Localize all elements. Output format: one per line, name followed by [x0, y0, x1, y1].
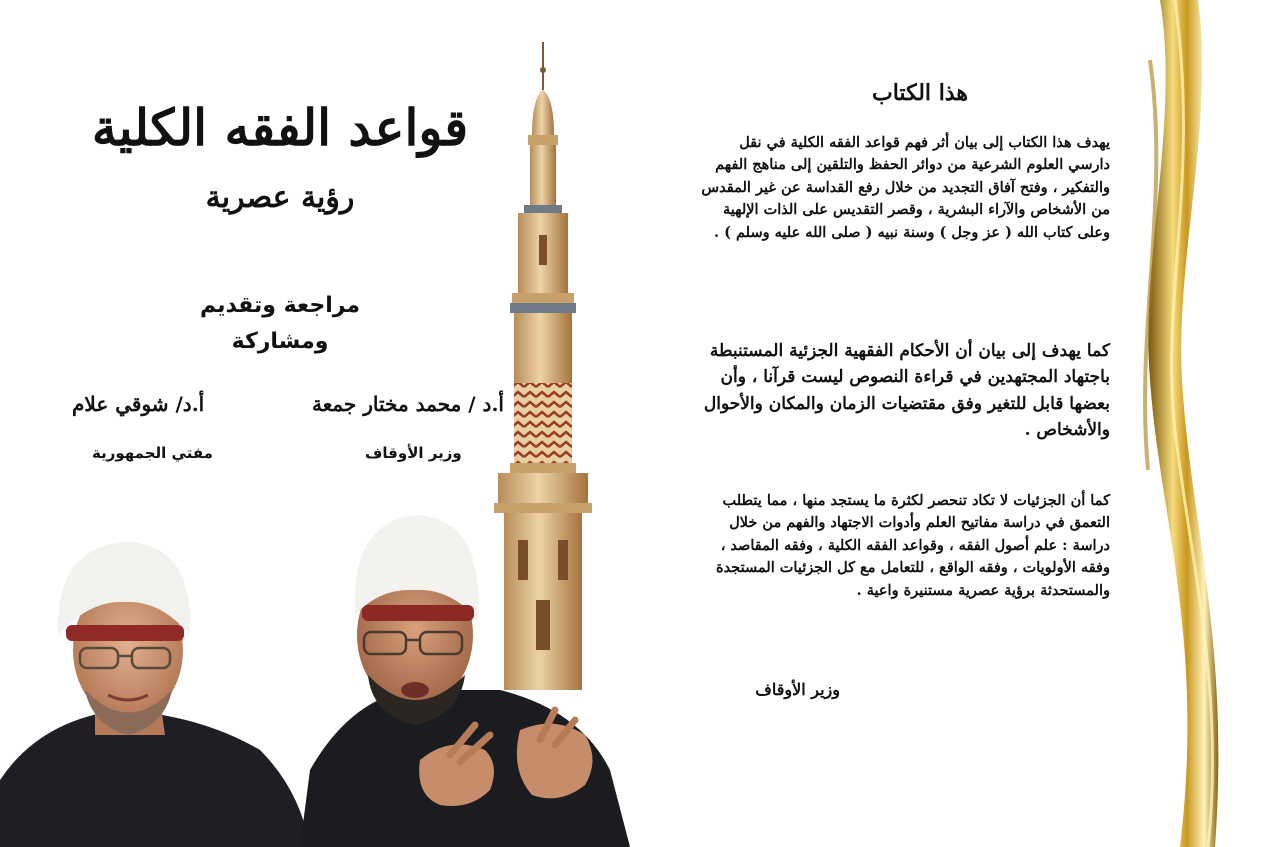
review-credit — [180, 288, 380, 361]
cover-title: قواعد الفقه الكلية — [91, 98, 469, 157]
back-cover-paragraph-1: يهدف هذا الكتاب إلى بيان أثر فهم قواعد الفقه الكلية في نقل دارسي العلوم الشرعية من دوائر الحفظ والتلقين إلى مناهج الفهم والتفكير ، وفتح آفاق التجديد من خلال رفع القداسة عن غير المقدس من الأشخاص والآراء البشرية ، وقصر التقديس على الذات الإلهية وعلى كتاب الله ( عز وجل ) وسنة نبيه ( صلى الله عليه وسلم ) . — [701, 134, 1110, 241]
back-cover-paragraph-3: كما أن الجزئيات لا تكاد تنحصر لكثرة ما يستجد منها ، مما يتطلب التعمق في دراسة مفاتيح العلم وأدوات الاجتهاد والفهم من خلال دراسة : علم أصول الفقه ، وقواعد الفقه الكلية ، وفقه المقاصد ، وفقه الأولويات ، وفقه الواقع ، للتعامل مع كل الجزئيات المستجدة والمستحدثة برؤية عصرية مستنيرة واعية . — [716, 492, 1110, 599]
back-cover-signature: وزير الأوقاف — [755, 680, 840, 699]
back-cover-title: هذا الكتاب — [872, 80, 968, 106]
author-1-role: وزير الأوقاف — [365, 444, 462, 462]
author-1-name: أ.د / محمد مختار جمعة — [312, 392, 504, 416]
back-cover-text — [690, 80, 1110, 699]
author-2-name: أ.د/ شوقي علام — [72, 392, 205, 416]
author-1-portrait — [300, 510, 630, 847]
cover-subtitle: رؤية عصرية — [205, 180, 355, 215]
author-2-portrait — [0, 530, 310, 847]
review-line-1: مراجعة وتقديم — [199, 293, 361, 318]
author-2-role: مفتي الجمهورية — [92, 444, 213, 462]
review-line-2: ومشاركة — [231, 329, 329, 355]
gold-ribbon-decoration — [1120, 0, 1240, 847]
back-cover-paragraph-2: كما يهدف إلى بيان أن الأحكام الفقهية الجزئية المستنبطة باجتهاد المجتهدين في قراءة النصوص ليست قرآنا ، وأن بعضها قابل للتغير وفق مقتضيات الزمان والمكان والأحوال والأشخاص . — [703, 341, 1110, 441]
